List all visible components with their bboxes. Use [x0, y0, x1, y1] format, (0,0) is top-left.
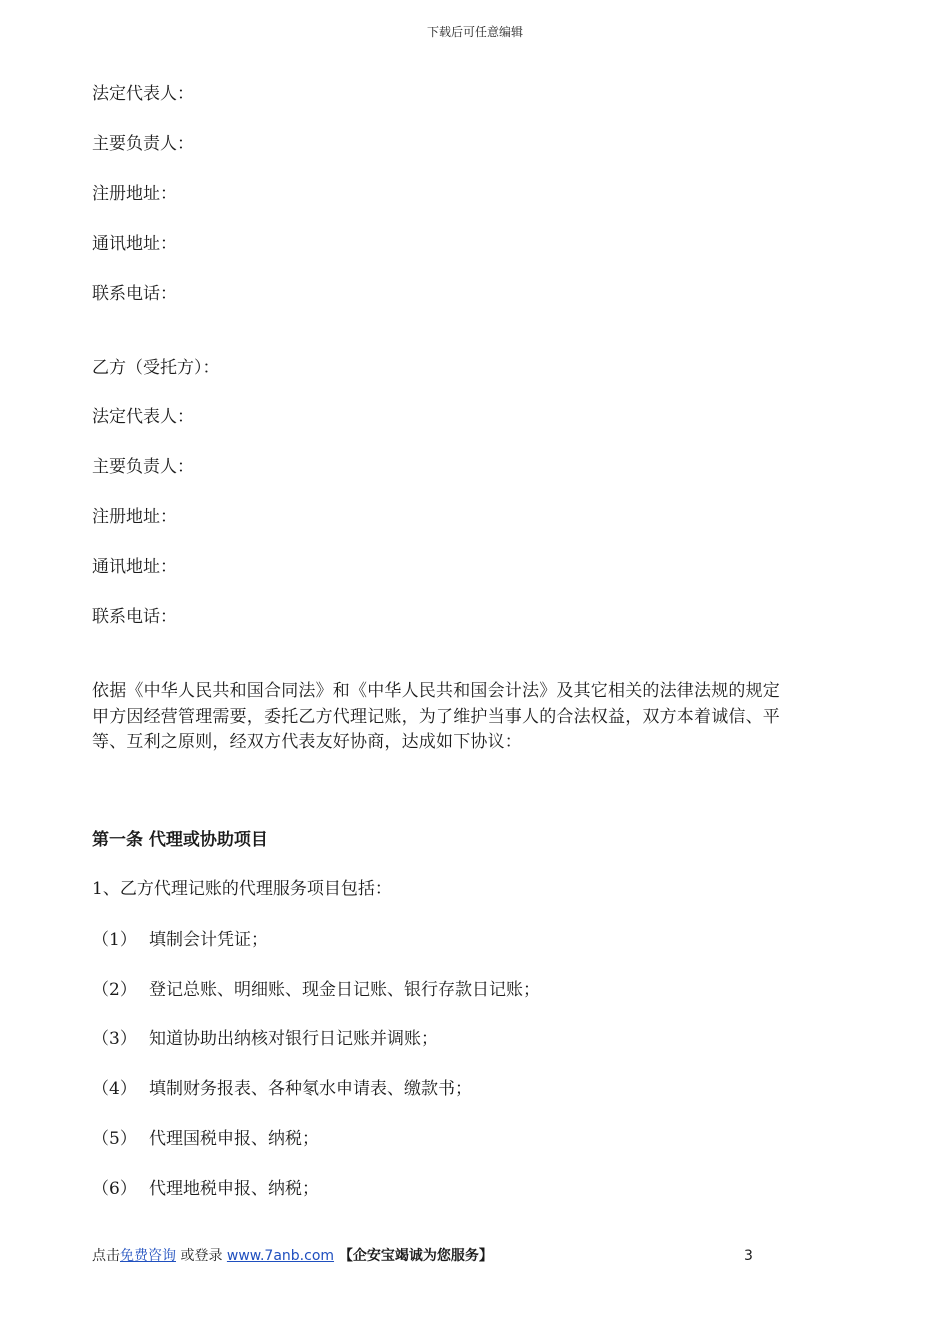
party-b-registered-address-label: 注册地址： — [92, 507, 177, 527]
list-item-number: （3） — [92, 1029, 137, 1049]
list-item — [92, 928, 268, 952]
page-number: 3 — [744, 1248, 753, 1264]
list-item-number: （4） — [92, 1079, 137, 1099]
intro-paragraph — [92, 679, 862, 756]
footer-prefix: 点击 — [92, 1248, 120, 1264]
list-item-text: 登记总账、明细账、现金日记账、银行存款日记账； — [149, 980, 540, 1000]
list-item-number: （6） — [92, 1179, 137, 1199]
intro-line: 依据《中华人民共和国合同法》和《中华人民共和国会计法》及其它相关的法律法规的规定 — [92, 681, 780, 701]
list-item-number: （2） — [92, 980, 137, 1000]
intro-line: 甲方因经营管理需要，委托乙方代理记账，为了维护当事人的合法权益，双方本着诚信、平 — [92, 706, 780, 727]
party-a-mailing-address-label: 通讯地址： — [92, 234, 177, 254]
party-b-mailing-address-label: 通讯地址： — [92, 557, 177, 577]
footer-slogan: 【企安宝竭诚为您服务】 — [334, 1248, 493, 1264]
party-a-principal-label: 主要负责人： — [92, 134, 194, 154]
article-1-lead: 1、乙方代理记账的代理服务项目包括： — [92, 879, 392, 899]
list-item-text: 代理地税申报、纳税； — [149, 1179, 319, 1199]
free-consult-link[interactable]: 免费咨询 — [120, 1248, 176, 1264]
list-item-number: （5） — [92, 1129, 137, 1149]
intro-line: 等、互利之原则，经双方代表友好协商，达成如下协议： — [92, 732, 522, 752]
party-a-phone-label: 联系电话： — [92, 284, 177, 304]
party-b-principal-label: 主要负责人： — [92, 457, 194, 477]
page-header: 下载后可任意编辑 — [426, 25, 523, 39]
list-item-text: 填制会计凭证； — [149, 930, 268, 950]
list-item — [92, 1127, 319, 1151]
list-item — [92, 1077, 472, 1101]
article-1-heading: 第一条 代理或协助项目 — [92, 830, 268, 850]
party-a-legal-rep-label: 法定代表人： — [92, 84, 194, 104]
website-link[interactable]: www.7anb.com — [226, 1248, 335, 1264]
page-footer — [92, 1246, 493, 1266]
list-item — [92, 978, 540, 1002]
list-item — [92, 1027, 438, 1051]
footer-middle: 或登录 — [176, 1248, 227, 1264]
party-b-title: 乙方（受托方）： — [92, 358, 220, 378]
party-a-registered-address-label: 注册地址： — [92, 184, 177, 204]
party-b-phone-label: 联系电话： — [92, 607, 177, 627]
list-item-text: 代理国税申报、纳税； — [149, 1129, 319, 1149]
list-item-text: 填制财务报表、各种氡水申请表、缴款书； — [149, 1079, 472, 1099]
list-item-text: 知道协助出纳核对银行日记账并调账； — [149, 1029, 438, 1049]
list-item — [92, 1177, 319, 1201]
party-b-legal-rep-label: 法定代表人： — [92, 407, 194, 427]
list-item-number: （1） — [92, 930, 137, 950]
